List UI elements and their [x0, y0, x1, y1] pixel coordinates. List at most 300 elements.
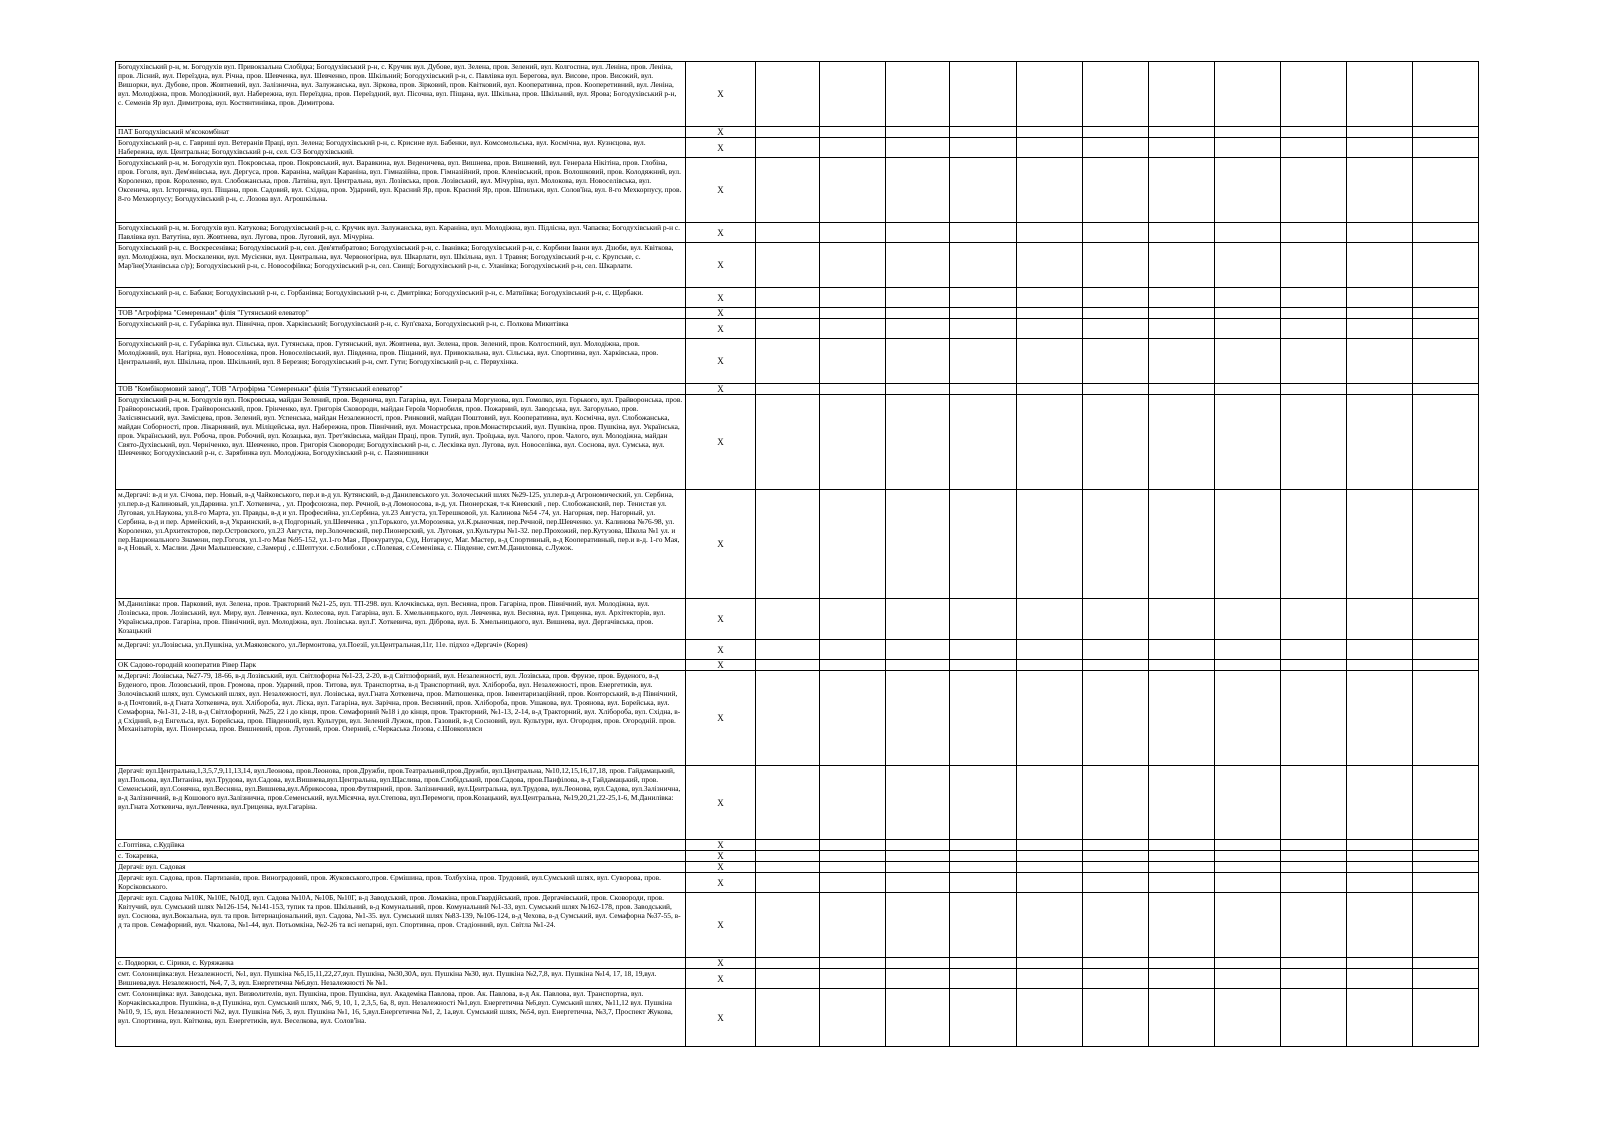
- table-row: [116, 958, 1479, 969]
- empty-cell: [1413, 640, 1479, 660]
- empty-cell: [950, 873, 1017, 893]
- empty-cell: [1413, 989, 1479, 1047]
- empty-cell: [886, 969, 950, 989]
- empty-cell: [886, 384, 950, 395]
- empty-cell: [1083, 490, 1149, 599]
- address-cell: с. Подворки, с. Сірики, с. Куряжанка: [116, 958, 686, 969]
- empty-cell: [950, 989, 1017, 1047]
- empty-cell: [820, 599, 886, 640]
- empty-cell: [1413, 288, 1479, 308]
- empty-cell: [1149, 288, 1215, 308]
- table-row: [116, 893, 1479, 958]
- table-row: [116, 395, 1479, 490]
- address-cell: Богодухівський р-н, м. Богодухів вул. Катукова; Богодухівський р-н, с. Кручик вул. Залужанська, вул. Караніна, вул. Молодіжна, вул. Підлісна, вул. Чапаєва; Богодухівський р-н с. Павлівка вул. Ватутіна, вул. Жовтнева, вул. Лугова, пров. Луговий, вул. Мічуріна.: [116, 223, 686, 243]
- empty-cell: [1215, 851, 1281, 862]
- address-cell: м.Дергачі: в-д и ул. Січова, пер. Новый, в-д Чайковського, пер.и в-д ул. Кутянский, в-д Данилевського ул. Золочеський шлях №29-125, ул.пер.в-д Агрономический, ул. Сербина, ул.пер.в-д Калиновый, ул.Дарвина. ул.Г. Хоткевича, , ул. Профсоюзна, пер. Речной, в-д Ломоносова, в-д, ул. Пионерская, т-к Киевский , пер. Слобожанский, пер. Тенистая ул. Луговая, ул.Наукова, ул.8-го Марта, ул. Правды, в-д и ул. Професийна, ул.Сербина, ул.23 Августа, ул.Терешковой, ул. Калинова №54 -74, ул. Нагорная, пер. Нагорный, ул. Сербина, в-д и пер. Армейский, в-д Украинский, в-д Подгорный, ул.Шевченка , ул.Горького, ул.Морозенка, ул.К.рыночная, пер.Речной, пер.Шевченко. ул. Калинова №76-98, ул. Короленко, ул.Архитекторов, пер.Островского, ул.23 Августа, пер.Золочевский, пер.Пионерский, ул. Луговая, ул.Культуры №1-32. пер.Прохожий, пер.Кутузова, Школа №1 ул. и пер.Национального Знамени, пер.Гоголя, ул.1-го Мая №95-152, ул.1-го Мая , Прокуратура, Суд, Нотариус, Маг. Мастер, в-д Спортивный, в-д Кооперативный, пер.и в-д. 1-го Мая, в-д Новый, х. Маслии. Дачи Малышевские, с.Замерці , с.Шептухи. с.Болибоки , с.Полевая, с.Семенівка, с. Південне, смт.М.Даниловка, с.Лужок.: [116, 490, 686, 599]
- empty-cell: [820, 671, 886, 766]
- mark-cell: X: [686, 243, 756, 288]
- empty-cell: [756, 766, 820, 840]
- empty-cell: [886, 127, 950, 138]
- empty-cell: [950, 490, 1017, 599]
- table-row: [116, 288, 1479, 308]
- mark-cell: X: [686, 599, 756, 640]
- empty-cell: [1413, 873, 1479, 893]
- mark-cell: X: [686, 766, 756, 840]
- empty-cell: [756, 840, 820, 851]
- empty-cell: [950, 223, 1017, 243]
- empty-cell: [886, 490, 950, 599]
- address-cell: ТОВ "Комбікормовий завод", ТОВ "Агрофірма "Семереньки" філія "Гутянський елеватор": [116, 384, 686, 395]
- empty-cell: [950, 969, 1017, 989]
- empty-cell: [1281, 893, 1347, 958]
- empty-cell: [820, 384, 886, 395]
- empty-cell: [1281, 319, 1347, 339]
- empty-cell: [820, 288, 886, 308]
- empty-cell: [1215, 138, 1281, 158]
- mark-cell: X: [686, 640, 756, 660]
- empty-cell: [1413, 660, 1479, 671]
- empty-cell: [820, 319, 886, 339]
- table-row: [116, 969, 1479, 989]
- empty-cell: [1215, 640, 1281, 660]
- empty-cell: [1017, 862, 1083, 873]
- empty-cell: [1413, 840, 1479, 851]
- empty-cell: [1215, 384, 1281, 395]
- empty-cell: [950, 288, 1017, 308]
- empty-cell: [1149, 862, 1215, 873]
- empty-cell: [756, 660, 820, 671]
- address-cell: Богодухівський р-н, с. Губарівка вул. Сільська, вул. Гутянська, пров. Гутянський, вул. Жовтнева, вул. Зелена, пров. Зелений, пров. Колгоспний, вул. Молодіжна, пров. Молодіжний, вул. Нагірна, вул. Новоселівка, пров. Новоселівський, вул. Південна, пров. Піщаний, вул. Привокзальна, вул. Сільська, вул. Спортивна, вул. Харківська, пров. Центральний, вул. Шкільна, пров. Шкільний, вул. 8 Березня; Богодухівський р-н, смт. Гути; Богодухівський р-н, с. Первухінка.: [116, 339, 686, 384]
- empty-cell: [756, 395, 820, 490]
- empty-cell: [1347, 599, 1413, 640]
- empty-cell: [820, 138, 886, 158]
- empty-cell: [886, 395, 950, 490]
- empty-cell: [1215, 319, 1281, 339]
- empty-cell: [1083, 599, 1149, 640]
- empty-cell: [1149, 490, 1215, 599]
- address-cell: Богодухівський р-н, м. Богодухів вул. Покровська, пров. Покровський, вул. Варавкина, вул. Веденичева, вул. Вишнева, пров. Вишневий, вул. Генерала Нікітіна, пров. Глобіна, пров. Гоголя, вул. Дем'янівська, вул. Дергуса, пров. Караніна, майдан Караніна, вул. Гімназійна, пров. Гімназійний, пров. Кленівський, пров. Волошковий, пров. Колодяжний, вул. Короленко, пров. Короленко, вул. Слобожанська, пров. Латвіна, вул. Центральна, вул. Лозівська, пров. Лозівський, вул. Мічуріна, вул. Молокова, вул. Новоселівська, вул. Оксенича, вул. Історична, вул. Піщана, пров. Садовий, вул. Східна, пров. Ударний, вул. Красний Яр, пров. Красний Яр, пров. Шпильки, вул. Солов'їна, вул. 8-го Мехкорпусу, пров. 8-го Мехкорпусу; Богодухівський р-н, с. Лозова вул. Агрошкільна.: [116, 158, 686, 223]
- empty-cell: [1215, 395, 1281, 490]
- mark-cell: X: [686, 958, 756, 969]
- empty-cell: [1083, 339, 1149, 384]
- empty-cell: [1083, 893, 1149, 958]
- empty-cell: [756, 851, 820, 862]
- address-cell: Дергачі: вул. Садовая: [116, 862, 686, 873]
- empty-cell: [1347, 127, 1413, 138]
- empty-cell: [950, 138, 1017, 158]
- mark-cell: X: [686, 490, 756, 599]
- empty-cell: [950, 640, 1017, 660]
- empty-cell: [1083, 671, 1149, 766]
- empty-cell: [1149, 339, 1215, 384]
- empty-cell: [1281, 862, 1347, 873]
- empty-cell: [1017, 969, 1083, 989]
- address-cell: Богодухівський р-н, м. Богодухів вул. Привокзальна Слобідка; Богодухівський р-н, с. Кручик вул. Дубове, вул. Зелена, пров. Зелений, вул. Колгоспна, вул. Леніна, пров. Леніна, пров. Лісний, вул. Переїздна, вул. Річна, пров. Шевченка, вул. Шевченко, пров. Шкільний; Богодухівський р-н, с. Павлівка вул. Берегова, вул. Висове, пров. Високий, вул. Вишорки, вул. Дубове, пров. Жовтневий, вул. Залізнична, вул. Залужанська, вул. Зіркова, пров. Зірковий, пров. Квітковий, вул. Кооперативна, пров. Кооперетивний, вул. Леніна, вул. Молодіжна, пров. Молодіжний, вул. Набережна, вул. Переїздна, пров. Переїздний, вул. Пісочна, вул. Піщана, вул. Шкільна, пров. Шкільний, вул. Ярова; Богодухівський р-н, с. Семенів Яр вул. Димитрова, вул. Костянтинівка, пров. Димитрова.: [116, 62, 686, 127]
- empty-cell: [1281, 599, 1347, 640]
- empty-cell: [756, 223, 820, 243]
- empty-cell: [1215, 660, 1281, 671]
- empty-cell: [1017, 339, 1083, 384]
- mark-cell: X: [686, 671, 756, 766]
- table-row: [116, 243, 1479, 288]
- empty-cell: [1347, 862, 1413, 873]
- empty-cell: [820, 893, 886, 958]
- mark-cell: X: [686, 989, 756, 1047]
- empty-cell: [1083, 969, 1149, 989]
- empty-cell: [820, 873, 886, 893]
- empty-cell: [1017, 893, 1083, 958]
- empty-cell: [1413, 243, 1479, 288]
- empty-cell: [1347, 138, 1413, 158]
- empty-cell: [1215, 862, 1281, 873]
- empty-cell: [950, 851, 1017, 862]
- empty-cell: [886, 138, 950, 158]
- address-cell: ПАТ Богодухівський м'ясокомбінат: [116, 127, 686, 138]
- empty-cell: [1149, 969, 1215, 989]
- empty-cell: [950, 840, 1017, 851]
- empty-cell: [1017, 223, 1083, 243]
- empty-cell: [1347, 384, 1413, 395]
- empty-cell: [1215, 840, 1281, 851]
- mark-cell: X: [686, 158, 756, 223]
- empty-cell: [886, 319, 950, 339]
- mark-cell: X: [686, 851, 756, 862]
- empty-cell: [950, 660, 1017, 671]
- empty-cell: [950, 308, 1017, 319]
- empty-cell: [756, 384, 820, 395]
- table-row: [116, 319, 1479, 339]
- empty-cell: [1149, 840, 1215, 851]
- empty-cell: [1083, 288, 1149, 308]
- table-row: [116, 384, 1479, 395]
- empty-cell: [1083, 62, 1149, 127]
- empty-cell: [1017, 840, 1083, 851]
- empty-cell: [1347, 319, 1413, 339]
- table-row: [116, 599, 1479, 640]
- empty-cell: [820, 339, 886, 384]
- empty-cell: [1017, 319, 1083, 339]
- empty-cell: [820, 395, 886, 490]
- empty-cell: [1281, 969, 1347, 989]
- empty-cell: [1083, 223, 1149, 243]
- empty-cell: [950, 893, 1017, 958]
- empty-cell: [1413, 384, 1479, 395]
- empty-cell: [1149, 873, 1215, 893]
- empty-cell: [886, 339, 950, 384]
- empty-cell: [1017, 989, 1083, 1047]
- empty-cell: [1347, 223, 1413, 243]
- empty-cell: [1017, 640, 1083, 660]
- empty-cell: [1149, 671, 1215, 766]
- empty-cell: [820, 840, 886, 851]
- empty-cell: [1215, 490, 1281, 599]
- empty-cell: [820, 308, 886, 319]
- table-row: [116, 660, 1479, 671]
- empty-cell: [950, 319, 1017, 339]
- empty-cell: [1347, 969, 1413, 989]
- empty-cell: [1215, 223, 1281, 243]
- empty-cell: [1149, 243, 1215, 288]
- empty-cell: [1215, 989, 1281, 1047]
- table-row: [116, 223, 1479, 243]
- empty-cell: [1149, 319, 1215, 339]
- address-cell: Богодухівський р-н, с. Гавриші вул. Ветеранів Праці, вул. Зелена; Богодухівський р-н, с. Крисине вул. Бабенки, вул. Комсомольська, вул. Космічна, вул. Кузнєцова, вул. Набережна, вул. Центральна; Богодухівський р-н, сел. С/З Богодухівський.: [116, 138, 686, 158]
- empty-cell: [756, 873, 820, 893]
- address-cell: ОК Садово-городній кооператив Рівер Парк: [116, 660, 686, 671]
- empty-cell: [1017, 158, 1083, 223]
- empty-cell: [950, 243, 1017, 288]
- empty-cell: [886, 599, 950, 640]
- table-row: [116, 989, 1479, 1047]
- table-body: [116, 62, 1479, 1047]
- empty-cell: [1017, 243, 1083, 288]
- empty-cell: [1281, 339, 1347, 384]
- addresses-table: [115, 61, 1479, 1047]
- empty-cell: [1413, 958, 1479, 969]
- empty-cell: [756, 127, 820, 138]
- empty-cell: [1083, 640, 1149, 660]
- address-cell: Богодухівський р-н, с. Воскресенівка; Богодухівський р-н, сел. Дев'ятибратово; Богодухівський р-н, с. Іванівка; Богодухівський р-н, с. Корбини Івани вул. Дзюби, вул. Квіткова, вул. Молодіжна, вул. Москаленки, вул. Мусієнки, вул. Центральна, вул. Червоногірна, вул. Шкарлати, вул. Шкільна, вул. 1 Травня; Богодухівський р-н, с. Крупське, с. Мар'їне(Уланівська с/р); Богодухівський р-н, с. Новософіївка; Богодухівський р-н, сел. Свищі; Богодухівський р-н, с. Уланівка; Богодухівський р-н, сел. Шкарлати.: [116, 243, 686, 288]
- mark-cell: X: [686, 660, 756, 671]
- empty-cell: [1413, 308, 1479, 319]
- empty-cell: [950, 395, 1017, 490]
- empty-cell: [756, 989, 820, 1047]
- empty-cell: [1281, 223, 1347, 243]
- empty-cell: [1215, 308, 1281, 319]
- empty-cell: [1347, 640, 1413, 660]
- address-cell: смт. Солоницівка:вул. Незалежності, №1, вул. Пушкіна №5,15,11,22,27,вул. Пушкіна, №30,30А, вул. Пушкіна №30, вул. Пушкіна №2,7,8, вул. Пушкіна №14, 17, 18, 19,вул. Вишнева,вул. Незалежності, №4, 7, 3, вул. Енергетична №6,вул. Незалежності № №1.: [116, 969, 686, 989]
- empty-cell: [756, 969, 820, 989]
- empty-cell: [1413, 969, 1479, 989]
- empty-cell: [950, 862, 1017, 873]
- empty-cell: [1017, 660, 1083, 671]
- empty-cell: [1347, 660, 1413, 671]
- empty-cell: [1017, 851, 1083, 862]
- empty-cell: [1281, 671, 1347, 766]
- mark-cell: X: [686, 862, 756, 873]
- empty-cell: [1215, 873, 1281, 893]
- empty-cell: [1017, 873, 1083, 893]
- empty-cell: [820, 958, 886, 969]
- empty-cell: [950, 671, 1017, 766]
- empty-cell: [1149, 893, 1215, 958]
- empty-cell: [1281, 127, 1347, 138]
- empty-cell: [886, 893, 950, 958]
- empty-cell: [1083, 319, 1149, 339]
- table-row: [116, 62, 1479, 127]
- empty-cell: [1413, 893, 1479, 958]
- mark-cell: X: [686, 893, 756, 958]
- empty-cell: [950, 62, 1017, 127]
- empty-cell: [1215, 288, 1281, 308]
- empty-cell: [1215, 766, 1281, 840]
- empty-cell: [886, 158, 950, 223]
- empty-cell: [756, 862, 820, 873]
- mark-cell: X: [686, 873, 756, 893]
- empty-cell: [886, 766, 950, 840]
- mark-cell: X: [686, 840, 756, 851]
- mark-cell: X: [686, 223, 756, 243]
- empty-cell: [1347, 851, 1413, 862]
- empty-cell: [820, 851, 886, 862]
- address-cell: Богодухівський р-н, с. Губарівка вул. Північна, пров. Харківський; Богодухівський р-н, с. Куп'єваха, Богодухівський р-н, с. Полкова Микитівка: [116, 319, 686, 339]
- address-cell: м.Дергачі: ул.Лозівська, ул.Пушкіна, ул.Маяковского, ул.Лермонтова, ул.Поезії, ул.Центральная,11г, 11е. підхоз «Дергачі» (Корея): [116, 640, 686, 660]
- empty-cell: [820, 862, 886, 873]
- empty-cell: [886, 288, 950, 308]
- empty-cell: [1413, 395, 1479, 490]
- empty-cell: [1149, 158, 1215, 223]
- empty-cell: [1413, 851, 1479, 862]
- empty-cell: [1083, 851, 1149, 862]
- empty-cell: [1281, 243, 1347, 288]
- address-cell: Дергачі: вул.Центральна,1,3,5,7,9,11,13,14, вул.Леонова, пров.Леонова, пров.Дружби, пров.Театральний,пров.Дружби, вул.Центральна, №10,12,15,16,17,18, пров. Гайдамацький, вул.Польова, вул.Питаніна, вул.Трудова, вул.Садова, вул.Вишнева,вул.Центральна, вул.Щаслива, пров.Слобідський, пров.Садова, пров.Панфілова, в-д Гайдамацький, пров. Семенський, вул.Сонячна, вул.Весняна, вул.Вишнева,вул.Абрикосова, пров.Футлярний, пров. Залізничний, вул.Центральна, вул.Трудова, вул.Леонова, вул.Садова, вул.Залізнична, в-д Залізничний, в-д Кошового вул.Залізнична, пров.Семенський, вул.Місячна, вул.Степова, вул.Перемоги, пров.Козацький, вул.Центральна, №19,20,21,22-25,1-6, М.Данилівка: вул.Гната Хоткевича, вул.Левченка, вул.Гриценка, вул.Гагаріна.: [116, 766, 686, 840]
- empty-cell: [1083, 158, 1149, 223]
- empty-cell: [950, 127, 1017, 138]
- empty-cell: [1215, 893, 1281, 958]
- empty-cell: [756, 640, 820, 660]
- empty-cell: [1083, 127, 1149, 138]
- empty-cell: [1017, 384, 1083, 395]
- empty-cell: [1083, 989, 1149, 1047]
- mark-cell: X: [686, 138, 756, 158]
- address-cell: с. Токаревка,: [116, 851, 686, 862]
- empty-cell: [886, 640, 950, 660]
- empty-cell: [1347, 893, 1413, 958]
- empty-cell: [820, 640, 886, 660]
- empty-cell: [820, 243, 886, 288]
- empty-cell: [1281, 62, 1347, 127]
- empty-cell: [1413, 158, 1479, 223]
- empty-cell: [1281, 851, 1347, 862]
- empty-cell: [1149, 958, 1215, 969]
- empty-cell: [756, 671, 820, 766]
- empty-cell: [1017, 958, 1083, 969]
- empty-cell: [1149, 127, 1215, 138]
- address-cell: Богодухівський р-н, с. Бабаки; Богодухівський р-н, с. Горбанівка; Богодухівський р-н, с. Дмитрівка; Богодухівський р-н, с. Матвіївка; Богодухівський р-н, с. Щербаки.: [116, 288, 686, 308]
- mark-cell: X: [686, 395, 756, 490]
- empty-cell: [1347, 308, 1413, 319]
- empty-cell: [1149, 384, 1215, 395]
- empty-cell: [756, 62, 820, 127]
- table-row: [116, 339, 1479, 384]
- empty-cell: [1347, 288, 1413, 308]
- mark-cell: X: [686, 339, 756, 384]
- mark-cell: X: [686, 288, 756, 308]
- empty-cell: [1347, 958, 1413, 969]
- empty-cell: [820, 490, 886, 599]
- empty-cell: [756, 288, 820, 308]
- address-cell: смт. Солоницівка: вул. Заводська, вул. Визволителів, вул. Пушкіна, пров. Пушкіна, вул. Академіка Павлова, пров. Ак. Павлова, в-д Ак. Павлова, вул. Транспортна, вул. Корчаківська,пров. Пушкіна, в-д Пушкіна, вул. Сумський шлях, №6, 9, 10, 1, 2,3,5, 6а, 8, вул. Незалежності №1,вул. Енергетична №6,вул. Сумський шлях, №11,12 вул. Пушкіна №10, 9, 15, вул. Незалежності №2, вул. Пушкіна №6, 3, вул. Пушкіна №1, 16, 5,вул.Енергетична №1, 2, 1а,вул. Сумський шлях, №54, вул. Енергетична, №3,7, Проспект Жукова, вул. Спортивна, вул. Квіткова, вул. Енергетиків, вул. Веселкова, вул. Солов'їна.: [116, 989, 686, 1047]
- empty-cell: [1413, 671, 1479, 766]
- empty-cell: [1083, 308, 1149, 319]
- empty-cell: [1083, 138, 1149, 158]
- empty-cell: [1413, 339, 1479, 384]
- empty-cell: [1149, 851, 1215, 862]
- empty-cell: [950, 766, 1017, 840]
- mark-cell: X: [686, 384, 756, 395]
- empty-cell: [1083, 384, 1149, 395]
- empty-cell: [1017, 288, 1083, 308]
- empty-cell: [1347, 490, 1413, 599]
- empty-cell: [1083, 862, 1149, 873]
- empty-cell: [1149, 308, 1215, 319]
- empty-cell: [1347, 339, 1413, 384]
- empty-cell: [756, 319, 820, 339]
- empty-cell: [1413, 319, 1479, 339]
- mark-cell: X: [686, 127, 756, 138]
- empty-cell: [820, 766, 886, 840]
- empty-cell: [1083, 958, 1149, 969]
- empty-cell: [1083, 766, 1149, 840]
- empty-cell: [1215, 158, 1281, 223]
- empty-cell: [1215, 599, 1281, 640]
- empty-cell: [950, 958, 1017, 969]
- empty-cell: [1413, 490, 1479, 599]
- empty-cell: [1347, 766, 1413, 840]
- empty-cell: [756, 308, 820, 319]
- empty-cell: [886, 873, 950, 893]
- empty-cell: [1281, 958, 1347, 969]
- table-row: [116, 158, 1479, 223]
- empty-cell: [886, 851, 950, 862]
- empty-cell: [950, 339, 1017, 384]
- empty-cell: [1281, 873, 1347, 893]
- table-row: [116, 308, 1479, 319]
- empty-cell: [1017, 308, 1083, 319]
- empty-cell: [1215, 127, 1281, 138]
- empty-cell: [1017, 671, 1083, 766]
- empty-cell: [1347, 671, 1413, 766]
- empty-cell: [886, 671, 950, 766]
- empty-cell: [886, 989, 950, 1047]
- table-row: [116, 840, 1479, 851]
- empty-cell: [1149, 395, 1215, 490]
- empty-cell: [1149, 599, 1215, 640]
- empty-cell: [1017, 599, 1083, 640]
- table-row: [116, 851, 1479, 862]
- empty-cell: [1347, 840, 1413, 851]
- address-cell: с.Гоптівка, с.Кудіївка: [116, 840, 686, 851]
- empty-cell: [886, 223, 950, 243]
- empty-cell: [1347, 158, 1413, 223]
- table-row: [116, 490, 1479, 599]
- empty-cell: [1215, 958, 1281, 969]
- empty-cell: [1017, 138, 1083, 158]
- empty-cell: [1413, 599, 1479, 640]
- empty-cell: [1149, 223, 1215, 243]
- mark-cell: X: [686, 308, 756, 319]
- empty-cell: [1281, 989, 1347, 1047]
- table-row: [116, 138, 1479, 158]
- empty-cell: [820, 989, 886, 1047]
- empty-cell: [1281, 840, 1347, 851]
- empty-cell: [950, 384, 1017, 395]
- empty-cell: [1149, 62, 1215, 127]
- empty-cell: [1149, 640, 1215, 660]
- empty-cell: [1281, 395, 1347, 490]
- empty-cell: [1347, 873, 1413, 893]
- empty-cell: [1281, 308, 1347, 319]
- empty-cell: [886, 958, 950, 969]
- empty-cell: [1281, 138, 1347, 158]
- empty-cell: [1149, 138, 1215, 158]
- table-row: [116, 671, 1479, 766]
- address-cell: Дергачі: вул. Садова, пров. Партизанів, пров. Виноградовий, пров. Жуковського,пров. Єрмішина, пров. Толбухіна, пров. Трудовий, вул.Сумський шлях, вул. Суворова, пров. Корсіковського.: [116, 873, 686, 893]
- table-row: [116, 127, 1479, 138]
- empty-cell: [1215, 62, 1281, 127]
- empty-cell: [1017, 490, 1083, 599]
- empty-cell: [1083, 840, 1149, 851]
